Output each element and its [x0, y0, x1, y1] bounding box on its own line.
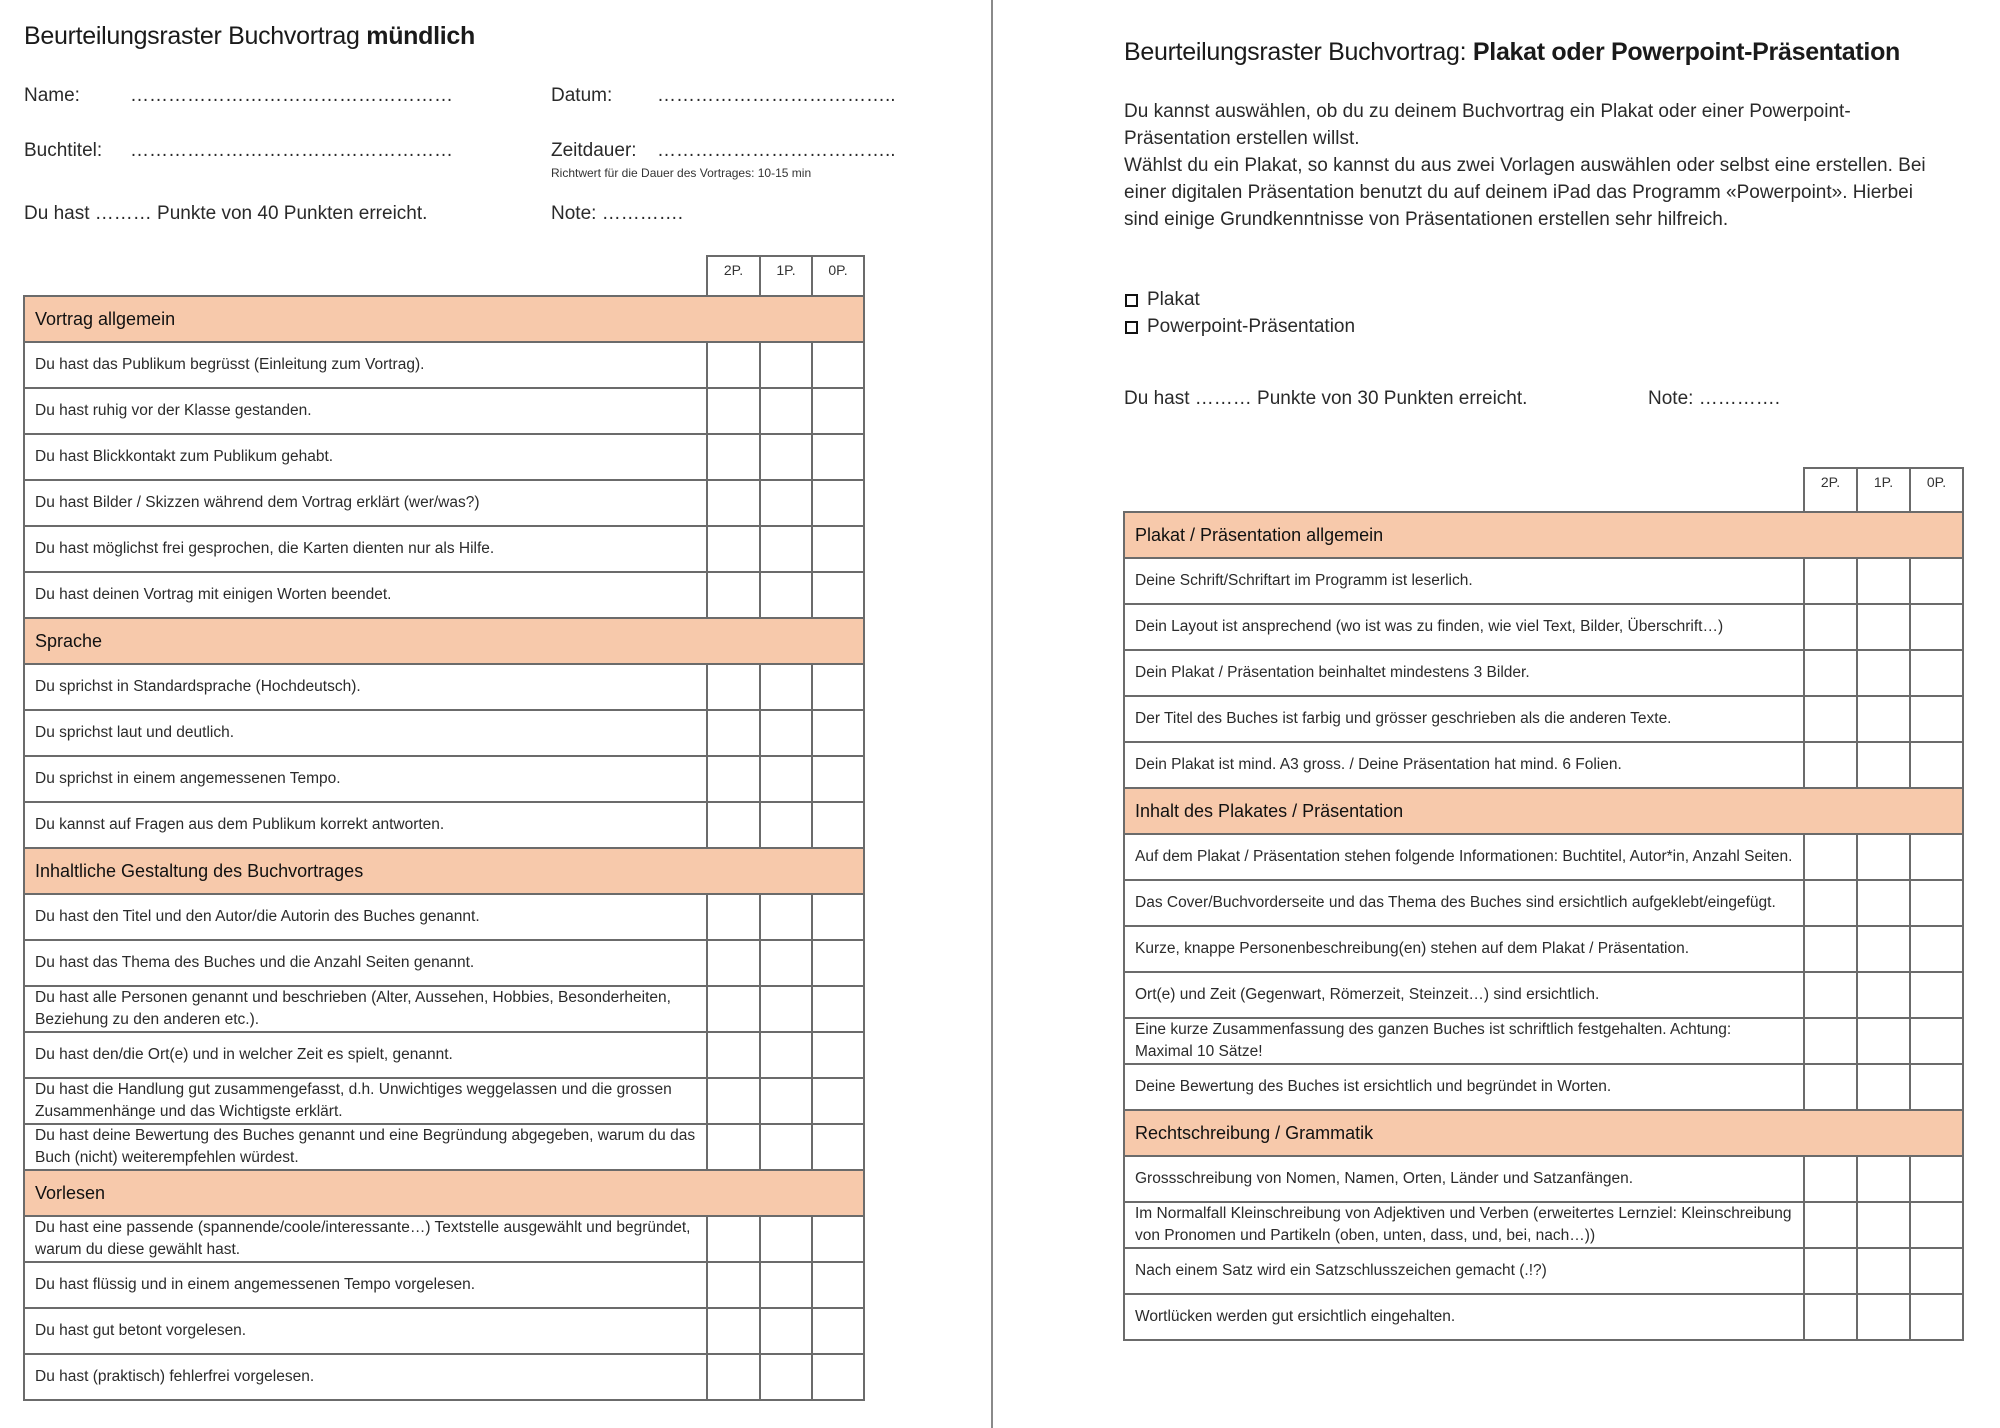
- checkbox-icon[interactable]: [1125, 321, 1138, 334]
- option-label: Powerpoint-Präsentation: [1147, 316, 1356, 337]
- criterion-text: Du hast deinen Vortrag mit einigen Worten beendet.: [24, 572, 707, 618]
- criterion-row: [1124, 650, 1963, 696]
- buchtitel-field[interactable]: ……………………………………………: [130, 140, 453, 161]
- score-cell-0p[interactable]: [1910, 1248, 1963, 1294]
- zeitdauer-label: Zeitdauer:: [551, 140, 637, 161]
- score-cell-0p[interactable]: [1910, 650, 1963, 696]
- criterion-row: [1124, 880, 1963, 926]
- criterion-text: Deine Bewertung des Buches ist ersichtlich und begründet in Worten.: [1124, 1064, 1804, 1110]
- points-0-header: 0P.: [1910, 468, 1963, 512]
- score-cell-2p[interactable]: [1804, 834, 1857, 880]
- points-2-header: 2P.: [1804, 468, 1857, 512]
- checkbox-icon[interactable]: [1125, 294, 1138, 307]
- score-summary: Du hast ……… Punkte von 30 Punkten erreicht.: [1124, 388, 1528, 409]
- score-cell-1p[interactable]: [1857, 926, 1910, 972]
- section-header-row: [1124, 512, 1963, 558]
- criterion-text: Dein Plakat ist mind. A3 gross. / Deine Präsentation hat mind. 6 Folien.: [1124, 742, 1804, 788]
- score-cell-2p[interactable]: [1804, 650, 1857, 696]
- criterion-row: [1124, 604, 1963, 650]
- criterion-row: [1124, 558, 1963, 604]
- section-title: Sprache: [24, 618, 864, 664]
- score-cell-0p[interactable]: [1910, 880, 1963, 926]
- option-label: Plakat: [1147, 289, 1200, 310]
- criterion-text: Du hast möglichst frei gesprochen, die Karten dienten nur als Hilfe.: [24, 526, 707, 572]
- score-cell-0p[interactable]: [1910, 1202, 1963, 1248]
- score-cell-2p[interactable]: [1804, 926, 1857, 972]
- score-summary: Du hast ……… Punkte von 40 Punkten erreicht.: [24, 203, 428, 224]
- score-cell-1p[interactable]: [1857, 834, 1910, 880]
- score-cell-2p[interactable]: [1804, 696, 1857, 742]
- score-cell-1p[interactable]: [1857, 696, 1910, 742]
- score-cell-0p[interactable]: [1910, 1156, 1963, 1202]
- grade-field: Note: ………….: [551, 203, 683, 224]
- criterion-text: Kurze, knappe Personenbeschreibung(en) stehen auf dem Plakat / Präsentation.: [1124, 926, 1804, 972]
- criterion-text: Dein Layout ist ansprechend (wo ist was zu finden, wie viel Text, Bilder, Überschrift…): [1124, 604, 1804, 650]
- criterion-text: Grossschreibung von Nomen, Namen, Orten, Länder und Satzanfängen.: [1124, 1156, 1804, 1202]
- score-cell-1p[interactable]: [1857, 1294, 1910, 1340]
- option-plakat[interactable]: [1125, 289, 1200, 311]
- section-title: Vorlesen: [24, 1170, 864, 1216]
- criterion-text: Du hast deine Bewertung des Buches genannt und eine Begründung abgegeben, warum du das Buch (nicht) weiterempfehlen würdest.: [24, 1124, 707, 1170]
- criterion-text: Nach einem Satz wird ein Satzschlusszeichen gemacht (.!?): [1124, 1248, 1804, 1294]
- criterion-row: [1124, 1018, 1963, 1064]
- criterion-row: [1124, 742, 1963, 788]
- criterion-text: Ort(e) und Zeit (Gegenwart, Römerzeit, Steinzeit…) sind ersichtlich.: [1124, 972, 1804, 1018]
- criterion-text: Du hast den Titel und den Autor/die Autorin des Buches genannt.: [24, 894, 707, 940]
- score-cell-2p[interactable]: [1804, 1018, 1857, 1064]
- points-0-header: 0P.: [812, 256, 864, 297]
- section-title: Vortrag allgemein: [24, 296, 864, 342]
- criterion-text: Du hast das Publikum begrüsst (Einleitung zum Vortrag).: [24, 342, 707, 388]
- criterion-row: [1124, 1064, 1963, 1110]
- intro-line: Du kannst auswählen, ob du zu deinem Buchvortrag ein Plakat oder einer Powerpoint-: [1124, 101, 1851, 122]
- score-cell-0p[interactable]: [1910, 1294, 1963, 1340]
- criterion-text: Du hast Blickkontakt zum Publikum gehabt.: [24, 434, 707, 480]
- zeitdauer-hint: Richtwert für die Dauer des Vortrages: 10-15 min: [551, 166, 812, 180]
- score-cell-2p[interactable]: [1804, 972, 1857, 1018]
- buchtitel-label: Buchtitel:: [24, 140, 103, 161]
- criterion-text: Im Normalfall Kleinschreibung von Adjektiven und Verben (erweitertes Lernziel: Kleinschreibung von Pronomen und Partikeln (oben, unten, dass, und, bei, nach…)): [1124, 1202, 1804, 1248]
- criterion-text: Du hast gut betont vorgelesen.: [24, 1308, 707, 1354]
- points-header: [1803, 467, 1964, 512]
- score-cell-0p[interactable]: [1910, 558, 1963, 604]
- intro-paragraph: [1124, 98, 1984, 233]
- title-prefix: Beurteilungsraster Buchvortrag:: [1124, 38, 1473, 66]
- name-field[interactable]: ……………………………………………: [130, 85, 453, 106]
- datum-field[interactable]: ………………………………..: [657, 85, 896, 106]
- score-cell-1p[interactable]: [1857, 742, 1910, 788]
- score-cell-2p[interactable]: [1804, 1248, 1857, 1294]
- criterion-text: Du hast das Thema des Buches und die Anzahl Seiten genannt.: [24, 940, 707, 986]
- score-cell-0p[interactable]: [1910, 1064, 1963, 1110]
- title-bold: mündlich: [366, 22, 475, 50]
- score-cell-0p[interactable]: [1910, 972, 1963, 1018]
- criterion-text: Das Cover/Buchvorderseite und das Thema des Buches sind ersichtlich aufgeklebt/eingefügt.: [1124, 880, 1804, 926]
- intro-line: Präsentation erstellen willst.: [1124, 128, 1360, 149]
- grade-field: Note: ………….: [1648, 388, 1780, 409]
- criterion-text: Der Titel des Buches ist farbig und grösser geschrieben als die anderen Texte.: [1124, 696, 1804, 742]
- criterion-text: Du kannst auf Fragen aus dem Publikum korrekt antworten.: [24, 802, 707, 848]
- criterion-text: Du sprichst in Standardsprache (Hochdeutsch).: [24, 664, 707, 710]
- intro-line: Wählst du ein Plakat, so kannst du aus zwei Vorlagen auswählen oder selbst eine erstellen. Bei: [1124, 155, 1926, 176]
- criterion-text: Eine kurze Zusammenfassung des ganzen Buches ist schriftlich festgehalten. Achtung: Maximal 10 Sätze!: [1124, 1018, 1804, 1064]
- score-cell-1p[interactable]: [1857, 1156, 1910, 1202]
- intro-line: sind einige Grundkenntnisse von Präsentationen erstellen sehr hilfreich.: [1124, 209, 1729, 230]
- score-cell-0p[interactable]: [1910, 696, 1963, 742]
- score-cell-1p[interactable]: [1857, 972, 1910, 1018]
- criterion-row: [1124, 926, 1963, 972]
- section-title: Plakat / Präsentation allgemein: [1124, 512, 1963, 558]
- score-cell-1p[interactable]: [1857, 1202, 1910, 1248]
- section-title: Rechtschreibung / Grammatik: [1124, 1110, 1963, 1156]
- criterion-text: Du hast den/die Ort(e) und in welcher Zeit es spielt, genannt.: [24, 1032, 707, 1078]
- score-cell-0p[interactable]: [1910, 604, 1963, 650]
- criterion-text: Du hast alle Personen genannt und beschrieben (Alter, Aussehen, Hobbies, Besonderheiten, Beziehung zu den anderen etc.).: [24, 986, 707, 1032]
- criterion-text: Wortlücken werden gut ersichtlich eingehalten.: [1124, 1294, 1804, 1340]
- criterion-text: Du hast eine passende (spannende/coole/interessante…) Textstelle ausgewählt und begründet, warum du diese gewählt hast.: [24, 1216, 707, 1262]
- criteria-table: [1123, 511, 1964, 1341]
- points-1-header: 1P.: [760, 256, 812, 297]
- points-2-header: 2P.: [707, 256, 760, 297]
- section-header-row: [1124, 1110, 1963, 1156]
- score-cell-2p[interactable]: [1804, 1064, 1857, 1110]
- score-cell-0p[interactable]: [1910, 1018, 1963, 1064]
- criterion-row: [1124, 1202, 1963, 1248]
- datum-label: Datum:: [551, 85, 613, 106]
- criterion-row: [1124, 972, 1963, 1018]
- criterion-text: Du sprichst laut und deutlich.: [24, 710, 707, 756]
- option-powerpoint[interactable]: [1125, 316, 1355, 338]
- criterion-text: Deine Schrift/Schriftart im Programm ist leserlich.: [1124, 558, 1804, 604]
- criterion-text: Auf dem Plakat / Präsentation stehen folgende Informationen: Buchtitel, Autor*in, Anzahl Seiten.: [1124, 834, 1804, 880]
- score-cell-2p[interactable]: [1804, 558, 1857, 604]
- score-cell-2p[interactable]: [1804, 1294, 1857, 1340]
- criterion-text: Dein Plakat / Präsentation beinhaltet mindestens 3 Bilder.: [1124, 650, 1804, 696]
- score-cell-2p[interactable]: [1804, 604, 1857, 650]
- criterion-text: Du sprichst in einem angemessenen Tempo.: [24, 756, 707, 802]
- score-cell-1p[interactable]: [1857, 650, 1910, 696]
- criterion-row: [1124, 1294, 1963, 1340]
- intro-line: einer digitalen Präsentation benutzt du auf deinem iPad das Programm «Powerpoint». Hierbei: [1124, 182, 1913, 203]
- score-cell-1p[interactable]: [1857, 558, 1910, 604]
- section-title: Inhalt des Plakates / Präsentation: [1124, 788, 1963, 834]
- criterion-row: [1124, 1248, 1963, 1294]
- criterion-row: [1124, 696, 1963, 742]
- zeitdauer-field[interactable]: ………………………………..: [657, 140, 896, 161]
- score-cell-1p[interactable]: [1857, 1018, 1910, 1064]
- name-label: Name:: [24, 85, 80, 106]
- score-cell-1p[interactable]: [1857, 1064, 1910, 1110]
- section-title: Inhaltliche Gestaltung des Buchvortrages: [24, 848, 864, 894]
- criterion-row: [1124, 834, 1963, 880]
- score-cell-1p[interactable]: [1857, 1248, 1910, 1294]
- score-cell-0p[interactable]: [1910, 926, 1963, 972]
- criterion-text: Du hast flüssig und in einem angemessenen Tempo vorgelesen.: [24, 1262, 707, 1308]
- points-1-header: 1P.: [1857, 468, 1910, 512]
- score-cell-0p[interactable]: [1910, 834, 1963, 880]
- score-cell-2p[interactable]: [1804, 1202, 1857, 1248]
- title-prefix: Beurteilungsraster Buchvortrag: [24, 22, 367, 50]
- page-title: [1124, 38, 1900, 67]
- score-cell-2p[interactable]: [1804, 880, 1857, 926]
- criterion-text: Du hast Bilder / Skizzen während dem Vortrag erklärt (wer/was?): [24, 480, 707, 526]
- score-cell-0p[interactable]: [1910, 742, 1963, 788]
- score-cell-2p[interactable]: [1804, 1156, 1857, 1202]
- score-cell-1p[interactable]: [1857, 604, 1910, 650]
- section-header-row: [1124, 788, 1963, 834]
- score-cell-1p[interactable]: [1857, 880, 1910, 926]
- criterion-text: Du hast (praktisch) fehlerfrei vorgelesen.: [24, 1354, 707, 1400]
- score-cell-2p[interactable]: [1804, 742, 1857, 788]
- title-bold: Plakat oder Powerpoint-Präsentation: [1472, 38, 1901, 66]
- criterion-text: Du hast ruhig vor der Klasse gestanden.: [24, 388, 707, 434]
- criterion-text: Du hast die Handlung gut zusammengefasst, d.h. Unwichtiges weggelassen und die grossen Zusammenhänge und das Wichtigste erklärt.: [24, 1078, 707, 1124]
- criterion-row: [1124, 1156, 1963, 1202]
